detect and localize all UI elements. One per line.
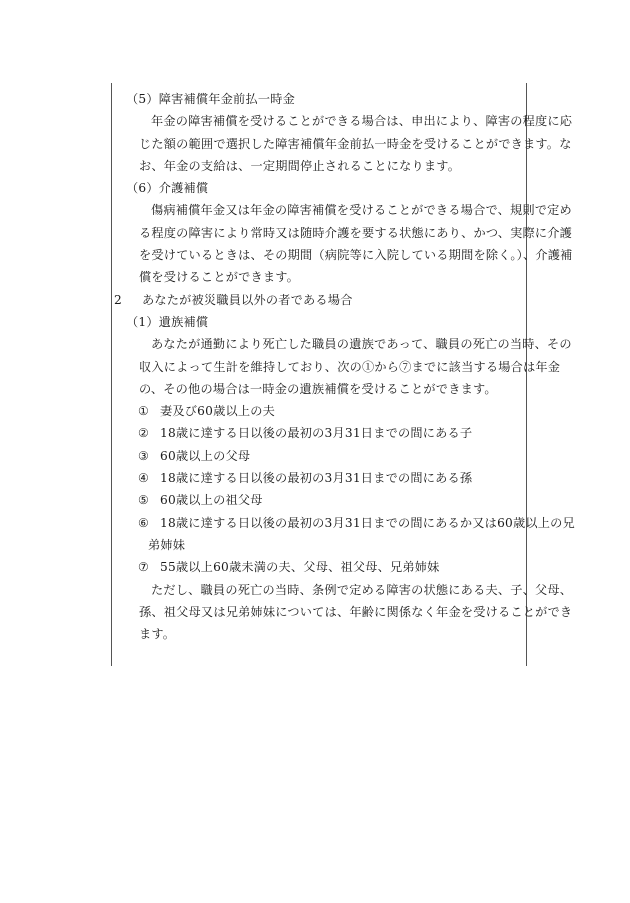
paragraph-line: あなたが通勤により死亡した職員の遺族であって、職員の死亡の当時、その: [151, 337, 572, 352]
section-number: （1）: [126, 314, 159, 329]
list-item-continuation: 弟姉妹: [148, 537, 186, 552]
item-marker: ②: [138, 426, 150, 441]
note-line: ます。: [139, 627, 176, 642]
part-heading: [114, 289, 524, 311]
list-item: [114, 422, 524, 444]
item-marker: ⑥: [138, 515, 150, 530]
paragraph-line: る程度の障害により常時又は随時介護を要する状態にあり、かつ、実際に介護: [139, 225, 573, 240]
paragraph-line: 償を受けることができます。: [139, 270, 300, 285]
document-body: [114, 88, 575, 645]
paragraph-line: 年金の障害補償を受けることができる場合は、申出により、障害の程度に応: [151, 114, 573, 129]
list-item: [114, 512, 575, 534]
paragraph-line: 傷病補償年金又は年金の障害補償を受けることができる場合で、規則で定め: [151, 203, 572, 218]
section-title: 遺族補償: [158, 314, 209, 329]
item-text: 18歳に達する日以後の最初の3月31日までの間にある子: [160, 426, 473, 441]
item-marker: ⑤: [138, 493, 150, 508]
list-item: [114, 489, 524, 511]
paragraph-line: の、その他の場合は一時金の遺族補償を受けることができます。: [139, 381, 497, 396]
section-number: （6）: [126, 181, 159, 196]
part-title: あなたが被災職員以外の者である場合: [142, 292, 353, 307]
left-border-line: [111, 83, 112, 666]
list-item: [114, 556, 524, 578]
item-text: 60歳以上の父母: [160, 448, 251, 463]
item-text: 18歳に達する日以後の最初の3月31日までの間にあるか又は60歳以上の兄: [160, 515, 575, 530]
section-number: （5）: [126, 92, 159, 106]
list-item: [114, 467, 524, 489]
section-heading: [114, 88, 524, 110]
paragraph-line: を受けているときは、その期間（病院等に入院している期間を除く。）、介護補: [139, 248, 573, 263]
part-number: 2: [114, 292, 122, 307]
item-text: 60歳以上の祖父母: [160, 493, 263, 508]
item-marker: ③: [138, 448, 150, 463]
section-heading: [114, 311, 524, 333]
note-line: 孫、祖父母又は兄弟姉妹については、年齢に関係なく年金を受けることができ: [139, 604, 573, 619]
section-title: 障害補償年金前払一時金: [158, 92, 295, 106]
item-text: 18歳に達する日以後の最初の3月31日までの間にある孫: [160, 471, 473, 486]
list-item: [114, 445, 524, 467]
item-marker: ⑦: [138, 560, 150, 575]
paragraph-line: お、年金の支給は、一定期間停止されることになります。: [139, 158, 461, 173]
item-text: 妻及び60歳以上の夫: [160, 404, 276, 419]
item-text: 55歳以上60歳未満の夫、父母、祖父母、兄弟姉妹: [160, 560, 440, 575]
paragraph-line: じた額の範囲で選択した障害補償年金前払一時金を受けることができます。な: [139, 136, 572, 151]
paragraph-line: 収入によって生計を維持しており、次の①から⑦までに該当する場合は年金: [139, 359, 561, 374]
note-line: ただし、職員の死亡の当時、条例で定める障害の状態にある夫、子、父母、: [151, 582, 573, 597]
section-title: 介護補償: [158, 181, 209, 196]
item-marker: ①: [138, 404, 150, 419]
list-item: [114, 400, 524, 422]
section-heading: [114, 177, 524, 199]
item-marker: ④: [138, 471, 150, 486]
